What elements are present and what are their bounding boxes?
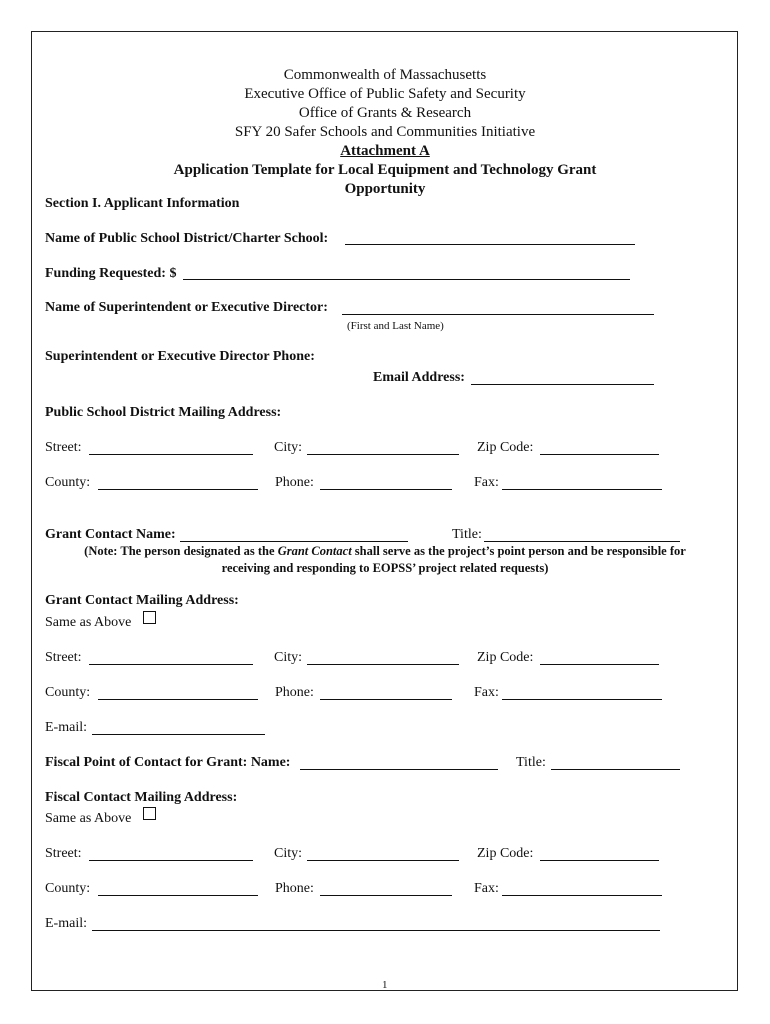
fiscal-email-field[interactable] (92, 930, 660, 931)
grant-contact-note-line-2: receiving and responding to EOPSS’ project related requests) (221, 561, 549, 575)
grant-city-label: City: (274, 650, 303, 665)
email-field[interactable] (471, 384, 654, 385)
fiscal-zip-label: Zip Code: (477, 846, 534, 861)
grant-zip-label: Zip Code: (477, 650, 534, 665)
street-field[interactable] (89, 454, 253, 455)
grant-mailing-heading: Grant Contact Mailing Address: (45, 593, 239, 608)
header-line-1: Commonwealth of Massachusetts (283, 67, 487, 83)
fiscal-street-label: Street: (45, 846, 82, 861)
section-heading: Section I. Applicant Information (45, 196, 240, 211)
fiscal-email-label: E-mail: (45, 916, 87, 931)
grant-zip-field[interactable] (540, 664, 659, 665)
county-field[interactable] (98, 489, 258, 490)
city-label: City: (274, 440, 303, 455)
street-label: Street: (45, 440, 82, 455)
first-last-hint: (First and Last Name) (347, 320, 444, 332)
fiscal-contact-name-field[interactable] (300, 769, 498, 770)
header-line-2: Executive Office of Public Safety and Security (244, 86, 526, 102)
phone-label: Phone: (275, 475, 314, 490)
grant-street-label: Street: (45, 650, 82, 665)
district-name-label: Name of Public School District/Charter School: (45, 231, 329, 246)
zip-label: Zip Code: (477, 440, 534, 455)
county-label: County: (45, 475, 91, 490)
fiscal-contact-title-field[interactable] (551, 769, 680, 770)
fiscal-same-as-above-label: Same as Above (45, 811, 132, 826)
city-field[interactable] (307, 454, 459, 455)
grant-city-field[interactable] (307, 664, 459, 665)
funding-label: Funding Requested: $ (45, 266, 177, 281)
funding-field[interactable] (183, 279, 630, 280)
district-mailing-heading: Public School District Mailing Address: (45, 405, 282, 420)
grant-fax-field[interactable] (502, 699, 662, 700)
fiscal-county-field[interactable] (98, 895, 258, 896)
grant-county-field[interactable] (98, 699, 258, 700)
fiscal-contact-name-label: Fiscal Point of Contact for Grant: Name: (45, 755, 291, 770)
grant-street-field[interactable] (89, 664, 253, 665)
header-line-3: Office of Grants & Research (298, 105, 472, 121)
fiscal-contact-title-label: Title: (516, 755, 546, 770)
page-number: 1 (382, 979, 388, 991)
grant-same-as-above-checkbox[interactable] (143, 611, 156, 624)
phone-field[interactable] (320, 489, 452, 490)
fiscal-county-label: County: (45, 881, 91, 896)
fiscal-fax-field[interactable] (502, 895, 662, 896)
grant-contact-name-field[interactable] (180, 541, 408, 542)
fiscal-mailing-heading: Fiscal Contact Mailing Address: (45, 790, 238, 805)
superintendent-field[interactable] (342, 314, 654, 315)
grant-county-label: County: (45, 685, 91, 700)
grant-contact-name-label: Grant Contact Name: (45, 527, 176, 542)
grant-fax-label: Fax: (474, 685, 499, 700)
fiscal-city-field[interactable] (307, 860, 459, 861)
header-line-4: SFY 20 Safer Schools and Communities Initiative (234, 124, 536, 140)
fiscal-street-field[interactable] (89, 860, 253, 861)
grant-contact-title-label: Title: (452, 527, 482, 542)
grant-email-label: E-mail: (45, 720, 87, 735)
fiscal-same-as-above-checkbox[interactable] (143, 807, 156, 820)
form-title-line-1: Application Template for Local Equipment and Technology Grant (173, 162, 597, 178)
grant-contact-note-line-1: (Note: The person designated as the Grant Contact shall serve as the project’s point person and be responsible for (84, 544, 686, 558)
grant-same-as-above-label: Same as Above (45, 615, 132, 630)
zip-field[interactable] (540, 454, 659, 455)
fiscal-city-label: City: (274, 846, 303, 861)
grant-phone-label: Phone: (275, 685, 314, 700)
grant-contact-title-field[interactable] (484, 541, 680, 542)
superintendent-phone-label: Superintendent or Executive Director Phone: (45, 349, 315, 364)
form-title-line-2: Opportunity (344, 181, 426, 197)
grant-phone-field[interactable] (320, 699, 452, 700)
attachment-label: Attachment A (340, 143, 430, 159)
fiscal-phone-field[interactable] (320, 895, 452, 896)
fax-field[interactable] (502, 489, 662, 490)
fiscal-fax-label: Fax: (474, 881, 499, 896)
fax-label: Fax: (474, 475, 499, 490)
grant-email-field[interactable] (92, 734, 265, 735)
fiscal-zip-field[interactable] (540, 860, 659, 861)
district-name-field[interactable] (345, 244, 635, 245)
superintendent-label: Name of Superintendent or Executive Director: (45, 300, 328, 315)
email-label: Email Address: (373, 370, 465, 385)
fiscal-phone-label: Phone: (275, 881, 314, 896)
